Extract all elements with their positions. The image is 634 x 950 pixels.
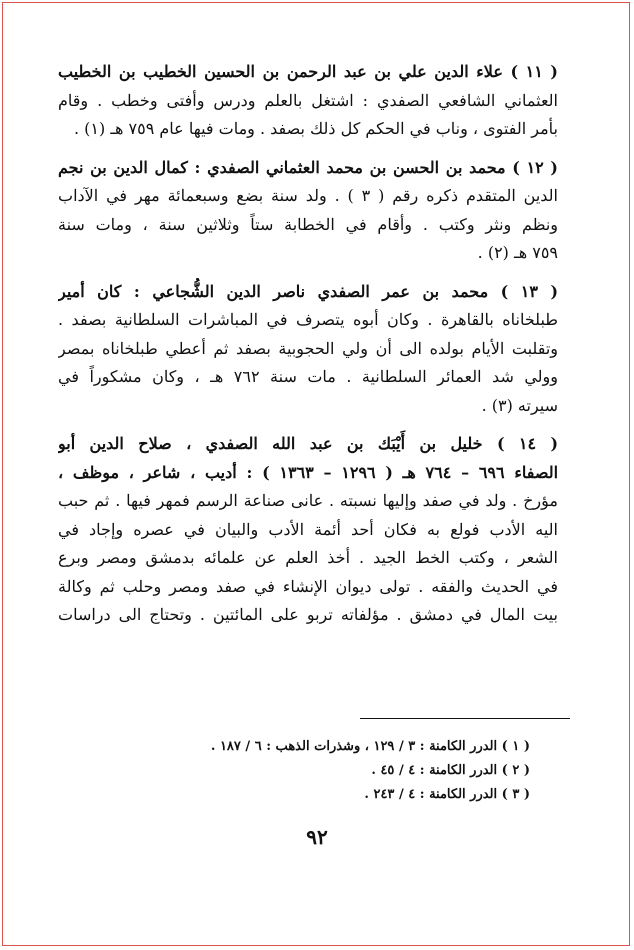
footnote-divider — [360, 718, 570, 719]
entry-line: ونظم ونثر وكتب . وأقام في الخطابة ستاً وثلاثين سنة ، ومات سنة — [58, 214, 558, 234]
page-body — [58, 58, 558, 640]
entry-line: ( ١٤ ) خليل بن أَيْبَك بن عبد الله الصفدي ، صلاح الدين أبو — [58, 434, 558, 453]
page-number: ٩٢ — [306, 825, 328, 849]
entry-line: الدين المتقدم ذكره رقم ( ٣ ) . ولد سنة بضع وسبعمائة مهر في الآداب — [58, 186, 558, 205]
entry-14 — [58, 430, 558, 630]
entry-11 — [58, 58, 558, 144]
entry-13 — [58, 278, 558, 421]
entry-line: وولي شد العمائر السلطانية . مات سنة ٧٦٢ هـ ، وكان مشكوراً في — [58, 367, 558, 386]
entry-line: سيرته (٣) . — [481, 395, 558, 415]
entry-line: الشعر ، وكتب الخط الجيد . أخذ العلم عن علمائه بدمشق ومصر وبرع — [58, 548, 558, 567]
footnote: ( ٣ ) الدرر الكامنة : ٤ / ٢٤٣ . — [364, 787, 530, 802]
entry-line: بأمر الفتوى ، وناب في الحكم كل ذلك بصفد . ومات فيها عام ٧٥٩ هـ (١) . — [73, 119, 558, 138]
footnote: ( ١ ) الدرر الكامنة : ٣ / ١٢٩ ، وشذرات الذهب : ٦ / ١٨٧ . — [210, 739, 530, 754]
entry-line: بيت المال في دمشق . مؤلفاته تربو على المائتين . وتحتاج الى دراسات — [58, 605, 558, 624]
entry-line: اليه الأدب فولع به فكان أحد أئمة الأدب والبيان في عصره وإجاد في — [58, 519, 558, 539]
entry-line: ٧٥٩ هـ (٢) . — [477, 243, 558, 262]
entry-line: ( ١٣ ) محمد بن عمر الصفدي ناصر الدين الشُّجاعي : كان أمير — [58, 281, 558, 301]
entry-line: ( ١٢ ) محمد بن الحسن بن محمد العثماني الصفدي : كمال الدين بن نجم — [58, 157, 558, 177]
entry-12 — [58, 154, 558, 268]
entry-line: في الحديث والفقه . تولى ديوان الإنشاء في صفد ومصر وحلب ثم وكالة — [58, 576, 558, 596]
entry-line: وتقلبت الأيام بولده الى أن ولي الحجوبية بصفد ثم أعطي طبلخاناه بمصر — [58, 338, 558, 358]
entry-line: العثماني الشافعي الصفدي : اشتغل بالعلم ودرس وأفتى وخطب . وقام — [58, 90, 558, 110]
footnote: ( ٢ ) الدرر الكامنة : ٤ / ٤٥ . — [371, 763, 530, 778]
entry-line: طبلخاناه بالقاهرة . وكان أبوه يتصرف في المباشرات السلطانية بصفد . — [58, 310, 558, 329]
footnotes — [200, 735, 530, 807]
entry-line: ( ١١ ) علاء الدين علي بن عبد الرحمن بن الحسين الخطيب بن الخطيب — [58, 62, 558, 81]
entry-line: الصفاء ٦٩٦ – ٧٦٤ هـ ( ١٢٩٦ – ١٣٦٣ ) : أديب ، شاعر ، موظف ، — [58, 462, 558, 482]
entry-line: مؤرخ . ولد في صفد وإليها نسبته . عانى صناعة الرسم فمهر فيها . ثم حبب — [58, 491, 558, 510]
